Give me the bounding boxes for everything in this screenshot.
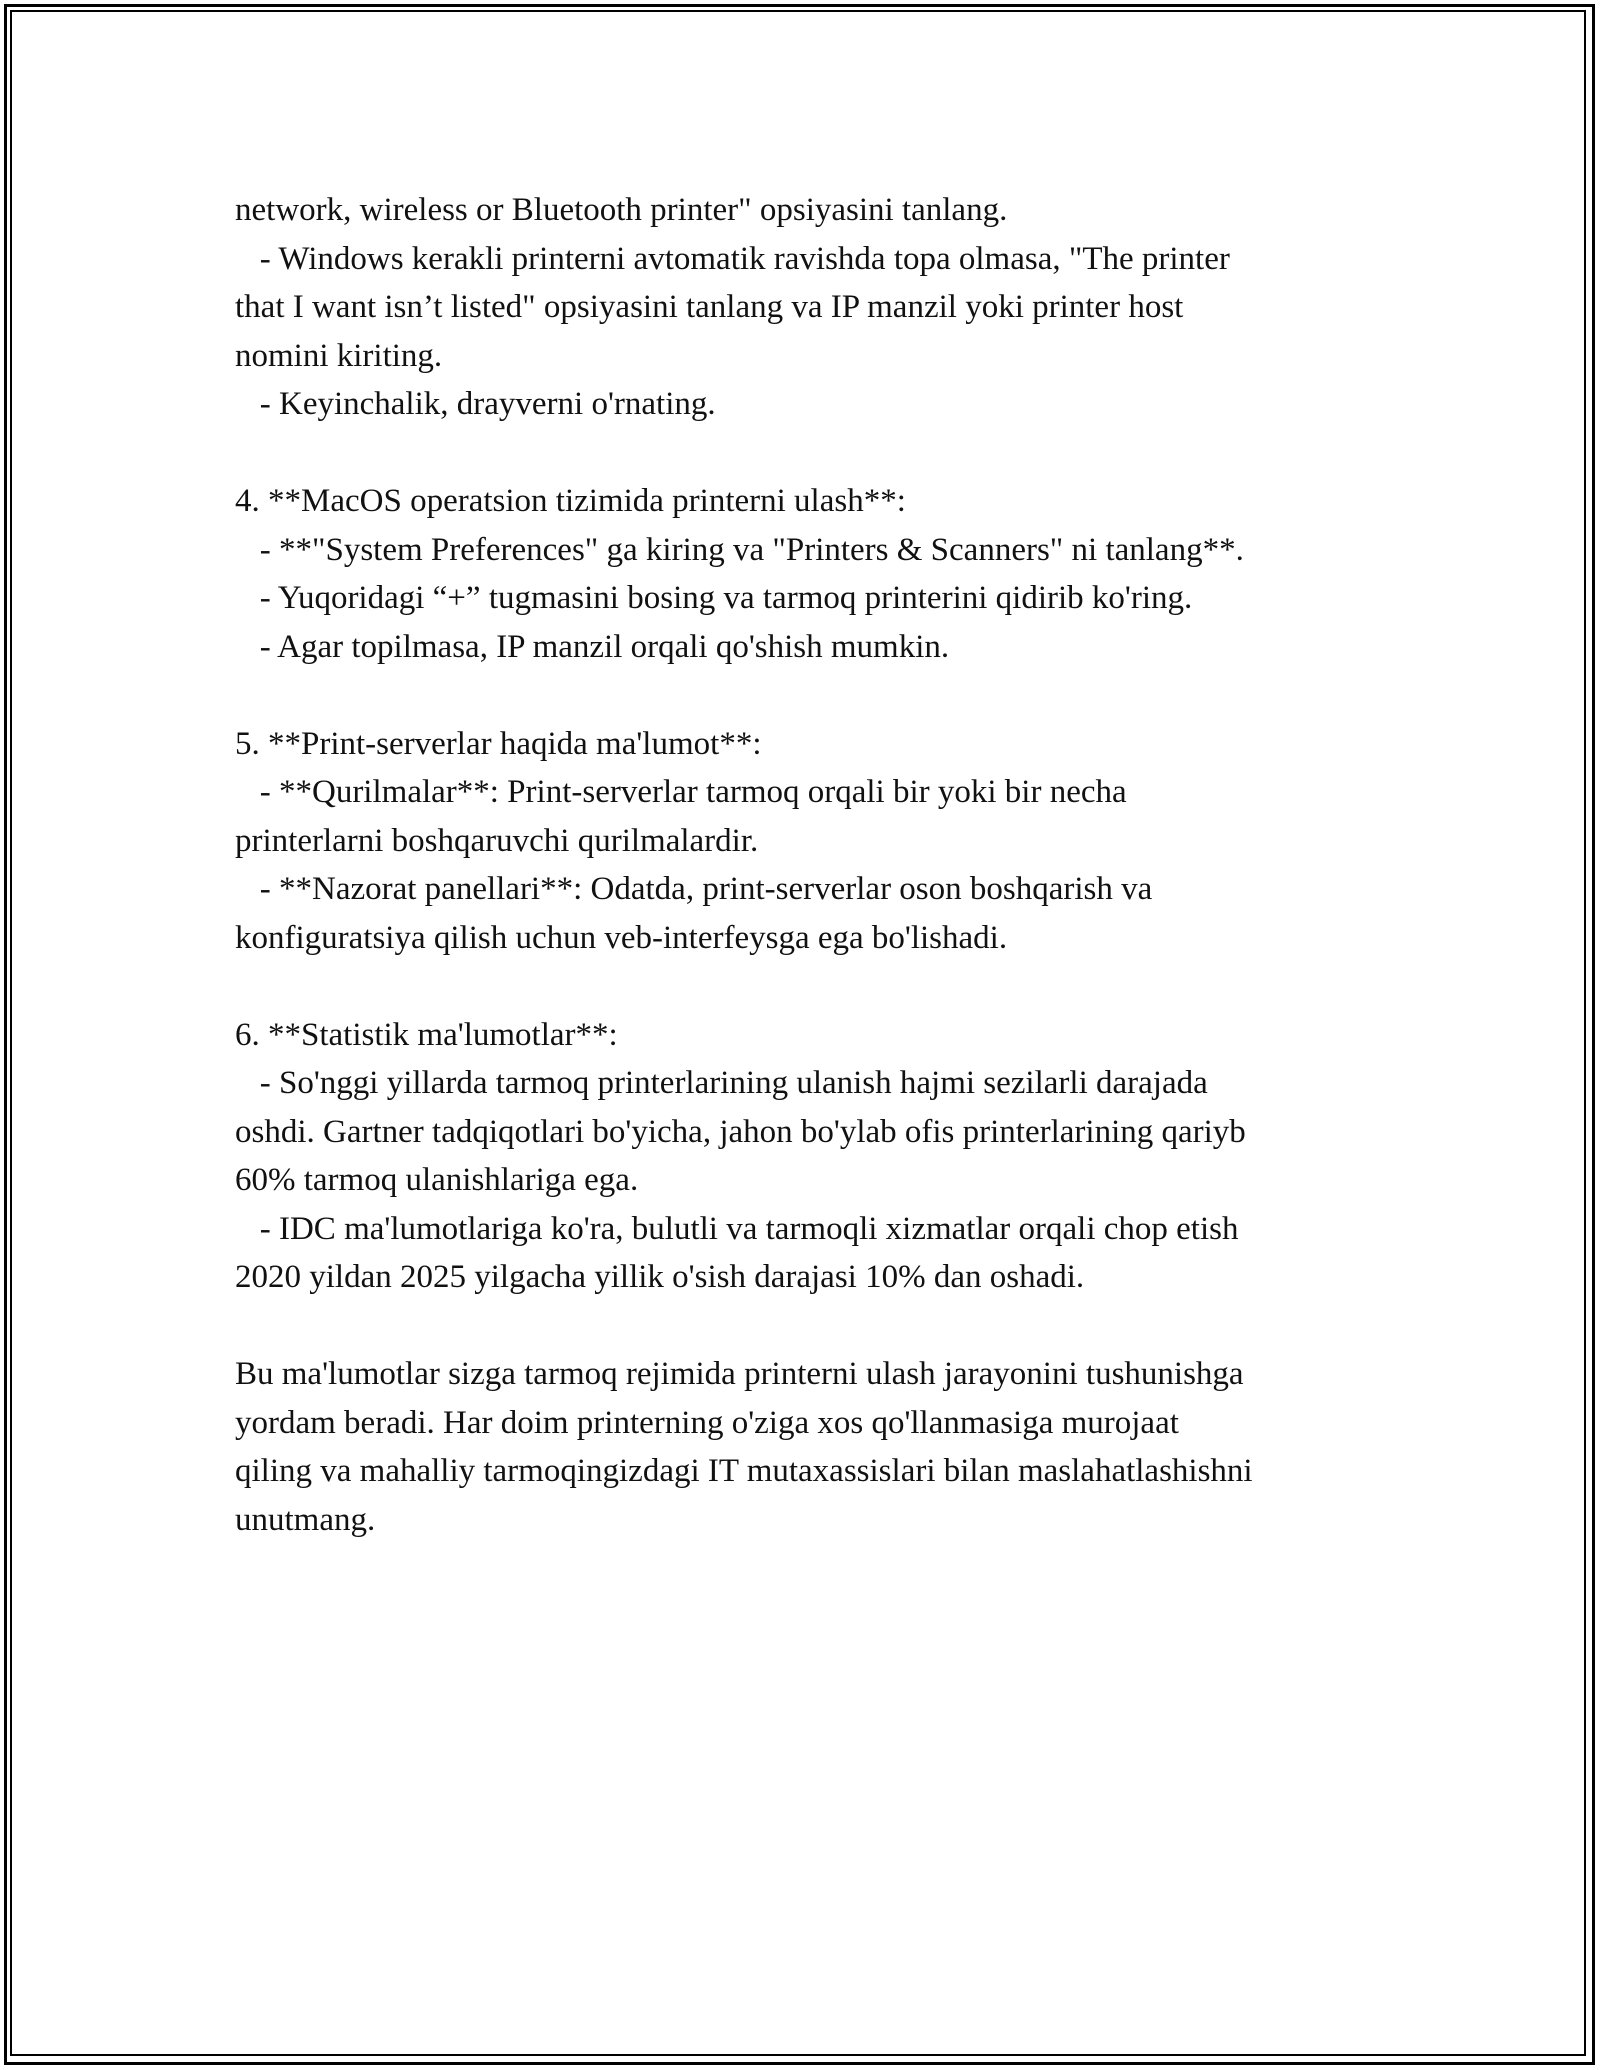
document-body: [235, 186, 1375, 1544]
blank-line: [235, 1302, 1375, 1351]
text-line: - IDC ma'lumotlariga ko'ra, bulutli va tarmoqli xizmatlar orqali chop etish: [235, 1210, 1239, 1247]
text-line: 60% tarmoq ulanishlariga ega.: [235, 1162, 639, 1198]
text-line: unutmang.: [235, 1501, 376, 1538]
text-line: - Yuqoridagi “+” tugmasini bosing va tarmoq printerini qidirib ko'ring.: [235, 580, 1193, 616]
text-line: printerlarni boshqaruvchi qurilmalardir.: [235, 822, 759, 859]
text-line: 2020 yildan 2025 yilgacha yillik o'sish darajasi 10% dan oshadi.: [235, 1259, 1085, 1295]
text-line: - Agar topilmasa, IP manzil orqali qo'shish mumkin.: [235, 628, 950, 665]
text-line: qiling va mahalliy tarmoqingizdagi IT mutaxassislari bilan maslahatlashishni: [235, 1453, 1253, 1489]
text-line: Bu ma'lumotlar sizga tarmoq rejimida printerni ulash jarayonini tushunishga: [235, 1356, 1244, 1392]
text-line: - Windows kerakli printerni avtomatik ravishda topa olmasa, "The printer: [235, 240, 1230, 277]
text-line: - **Qurilmalar**: Print-serverlar tarmoq orqali bir yoki bir necha: [235, 774, 1127, 810]
text-line: - Keyinchalik, drayverni o'rnating.: [235, 386, 716, 422]
text-line: - So'nggi yillarda tarmoq printerlarining ulanish hajmi sezilarli darajada: [235, 1065, 1208, 1101]
text-line: oshdi. Gartner tadqiqotlari bo'yicha, jahon bo'ylab ofis printerlarining qariyb: [235, 1113, 1246, 1150]
text-line: that I want isn’t listed" opsiyasini tanlang va IP manzil yoki printer host: [235, 289, 1184, 325]
blank-line: [235, 671, 1375, 720]
blank-line: [235, 429, 1375, 478]
text-line: konfiguratsiya qilish uchun veb-interfeysga ega bo'lishadi.: [235, 919, 1008, 956]
text-line: yordam beradi. Har doim printerning o'ziga xos qo'llanmasiga murojaat: [235, 1404, 1179, 1441]
text-line: nomini kiriting.: [235, 337, 443, 374]
blank-line: [235, 962, 1375, 1011]
section-heading: 4. **MacOS operatsion tizimida printerni ulash**:: [235, 483, 906, 519]
text-line: - **"System Preferences" ga kiring va "Printers & Scanners" ni tanlang**.: [235, 531, 1244, 568]
text-line: network, wireless or Bluetooth printer" opsiyasini tanlang.: [235, 192, 1008, 228]
section-heading: 6. **Statistik ma'lumotlar**:: [235, 1016, 618, 1053]
section-heading: 5. **Print-serverlar haqida ma'lumot**:: [235, 725, 762, 762]
text-line: - **Nazorat panellari**: Odatda, print-serverlar oson boshqarish va: [235, 871, 1153, 907]
